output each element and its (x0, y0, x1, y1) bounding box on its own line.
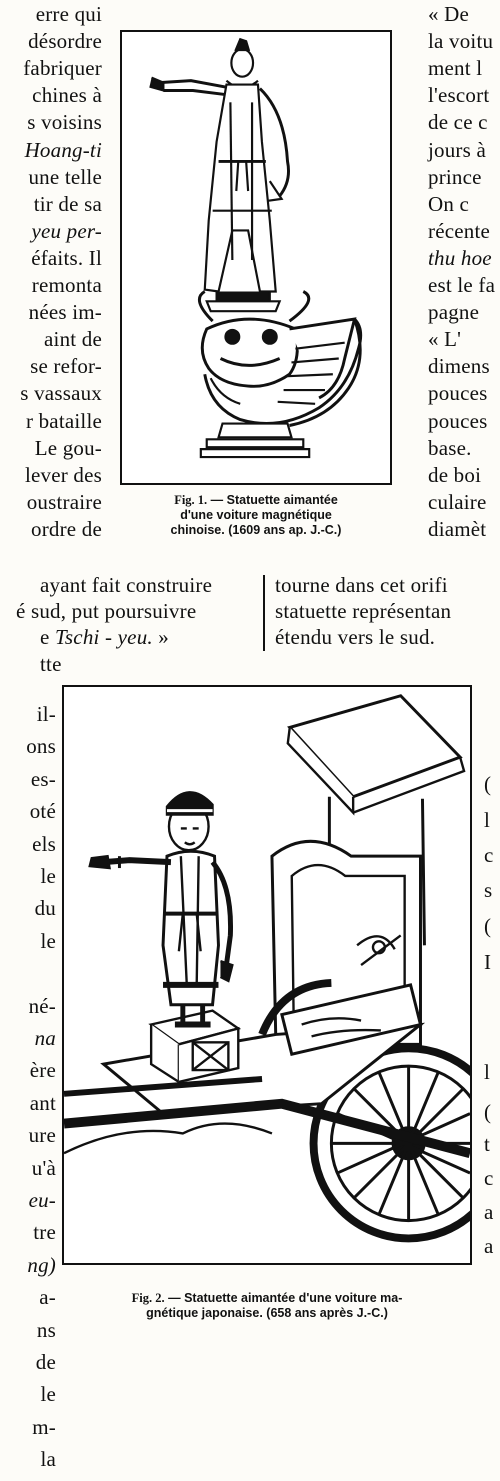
right-column-bottom-letter: t (484, 1132, 491, 1156)
right-column-bottom-letter: a (484, 1234, 494, 1258)
right-column-top-line: pouces (428, 381, 488, 406)
left-column-bottom-line: né- (28, 993, 56, 1018)
fig1-caption-line2: d'une voiture magnétique (180, 508, 332, 522)
right-column-bottom-letter: ( (484, 772, 492, 796)
fig1-caption-line1: — Statuette aimantée (210, 493, 338, 507)
right-column-top-line: pouces (428, 408, 488, 433)
middle-left-line-1: ayant fait construire (40, 573, 213, 597)
fig2-cart-illustration (64, 687, 470, 1263)
left-column-top-line: ordre de (31, 516, 102, 541)
left-column-bottom-line: ère (29, 1058, 56, 1083)
left-column-top-line: désordre (28, 29, 102, 54)
right-column-top-line: l'escort (428, 83, 490, 108)
left-column-bottom-line: de (35, 1350, 56, 1374)
right-column-top-line: pagne (428, 300, 480, 325)
left-column-bottom-line: ons (26, 734, 56, 759)
left-column-top-line: chines à (32, 83, 102, 108)
left-column-top-line: tir de sa (33, 191, 102, 216)
left-column-top-line: s vassaux (20, 381, 102, 406)
left-column-bottom-line: tre (33, 1220, 56, 1245)
left-column-top-line: oustraire (26, 489, 102, 514)
fig1-label: Fig. 1. (174, 493, 208, 507)
figure-1-caption (120, 493, 392, 538)
left-column-top-line: remonta (31, 273, 102, 297)
right-column-bottom-letter: c (484, 1166, 494, 1190)
left-column-bottom-line: m- (32, 1414, 56, 1439)
left-column-bottom-line: u'à (31, 1155, 56, 1180)
right-column-top-line: thu hoe (428, 245, 492, 270)
figure-1-image (120, 30, 392, 485)
left-column-bottom-line: le (40, 928, 56, 953)
right-column-bottom-letter: ( (484, 914, 492, 938)
right-column-top-line: de ce c (428, 110, 488, 135)
left-column-top-line: nées im- (28, 300, 102, 325)
figure-2-caption (62, 1291, 472, 1321)
left-column-bottom-line: la (40, 1447, 56, 1472)
fig2-caption-line2: gnétique japonaise. (658 ans après J.-C.) (146, 1306, 388, 1320)
middle-right-line-1: tourne dans cet orifi (275, 573, 448, 597)
right-column-top-line: « De (428, 2, 470, 26)
left-column-bottom-line: ng) (27, 1252, 56, 1277)
left-column-bottom-line: il- (36, 702, 56, 726)
right-column-top-line: « L' (428, 327, 462, 352)
left-column-top-line: Hoang-ti (24, 137, 102, 162)
left-column-top-line: se refor- (30, 354, 102, 379)
left-column-top-line: Le gou- (34, 435, 102, 460)
right-column-bottom-letter: a (484, 1200, 494, 1224)
left-column-top-line: r bataille (25, 408, 102, 433)
left-column-bottom-line: es- (30, 766, 56, 791)
middle-left-line-4: tte (40, 652, 62, 676)
left-column-bottom-line: du (34, 896, 56, 921)
right-column-bottom-letter: ( (484, 1100, 492, 1124)
fig1-caption-line3: chinoise. (1609 ans ap. J.-C.) (170, 523, 342, 537)
middle-right-line-2: statuette représentan (275, 599, 452, 623)
left-column-bottom-line: le (40, 864, 56, 888)
left-column-top-line: aint de (44, 327, 102, 352)
right-column-bottom-letter: s (484, 878, 493, 902)
right-column-bottom-letter: c (484, 843, 494, 867)
middle-left-line-3: e Tschi - yeu. » (40, 625, 170, 649)
left-column-bottom-line: le (40, 1382, 56, 1407)
left-column-bottom-line: a- (39, 1285, 56, 1310)
right-column-top-line: diamèt (428, 516, 487, 541)
left-column-top-line: éfaits. Il (31, 245, 102, 270)
right-column-top-line: On c (428, 191, 470, 216)
right-column-bottom-letter: I (484, 950, 492, 974)
right-column-top-line: la voitu (428, 29, 494, 54)
left-column-bottom-line: ure (28, 1123, 56, 1148)
middle-left-line-2: é sud, put poursuivre (16, 599, 197, 623)
right-column-top-line: jours à (428, 137, 486, 162)
right-column-bottom-letter: l (484, 808, 491, 832)
right-column-top-line: culaire (428, 489, 487, 514)
left-column-top-line: lever des (24, 462, 102, 487)
left-column-bottom-line: ant (29, 1090, 56, 1115)
right-column-top-line: ment l (428, 56, 483, 81)
left-column-top-line: fabriquer (23, 56, 102, 81)
fig2-label: Fig. 2. (131, 1291, 165, 1305)
right-column-top-line: de boi (428, 462, 482, 487)
fig1-statuette-illustration (122, 32, 390, 483)
left-column-bottom-line: ns (36, 1317, 56, 1342)
right-column-top-line: prince (428, 164, 482, 189)
left-column-bottom-line: eu- (28, 1188, 56, 1212)
fig2-caption-line1: — Statuette aimantée d'une voiture ma- (168, 1291, 403, 1305)
left-column-bottom-line: els (32, 831, 56, 856)
right-column-top-line: récente (428, 218, 491, 243)
right-column-top-line: dimens (428, 354, 490, 379)
right-column-bottom-letter: l (484, 1060, 491, 1084)
left-column-bottom-line: oté (29, 799, 56, 824)
figure-2-image (62, 685, 472, 1265)
left-column-top-line: erre qui (35, 2, 102, 26)
left-column-top-line: une telle (28, 164, 102, 189)
left-column-bottom-line: na (34, 1026, 56, 1050)
left-column-top-line: s voisins (27, 110, 102, 135)
left-column-top-line: yeu per- (31, 218, 102, 243)
column-divider (263, 575, 265, 651)
right-column-top-line: base. (428, 435, 472, 460)
right-column-top-line: est le fa (428, 273, 496, 297)
middle-right-line-3: étendu vers le sud. (275, 625, 436, 649)
